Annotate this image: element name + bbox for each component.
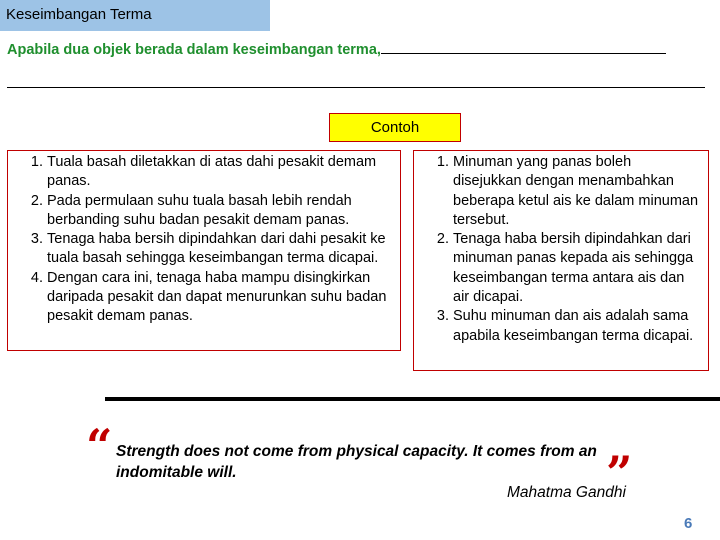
- list-item: 2. Tenaga haba bersih dipindahkan dari minuman panas kepada ais sehingga keseimbangan terma antara ais dan air dicapai.: [453, 230, 700, 307]
- list-item: 3. Tenaga haba bersih dipindahkan dari dahi pesakit ke tuala basah sehingga keseimbangan terma dicapai.: [47, 230, 392, 269]
- open-quote-icon: “: [86, 419, 113, 473]
- example-list-left: [8, 153, 392, 327]
- close-quote-icon: ”: [606, 446, 633, 500]
- list-item: 1. Tuala basah diletakkan di atas dahi pesakit demam panas.: [47, 153, 392, 192]
- divider: [105, 397, 720, 401]
- example-label: Contoh: [329, 113, 461, 142]
- list-item: 3. Suhu minuman dan ais adalah sama apabila keseimbangan terma dicapai.: [453, 307, 700, 346]
- example-list-right: [414, 153, 700, 346]
- page-number: 6: [684, 515, 693, 532]
- answer-blank-inline: [381, 41, 666, 54]
- example-box-right: [413, 150, 709, 371]
- quote-author: Mahatma Gandhi: [507, 484, 626, 501]
- list-item: 4. Dengan cara ini, tenaga haba mampu disingkirkan daripada pesakit dan dapat menurunkan suhu badan pesakit demam panas.: [47, 269, 392, 327]
- answer-blank-line: [7, 87, 705, 88]
- list-item: 2. Pada permulaan suhu tuala basah lebih rendah berbanding suhu badan pesakit demam panas.: [47, 192, 392, 231]
- quote-text: Strength does not come from physical capacity. It comes from an indomitable will.: [116, 443, 597, 481]
- question-prompt: [7, 41, 707, 58]
- slide-title-text: Keseimbangan Terma: [6, 6, 152, 23]
- slide-title: [0, 0, 270, 31]
- question-text: Apabila dua objek berada dalam keseimbangan terma,: [7, 42, 381, 58]
- list-item: 1. Minuman yang panas boleh disejukkan dengan menambahkan beberapa ketul ais ke dalam minuman tersebut.: [453, 153, 700, 230]
- example-box-left: [7, 150, 401, 351]
